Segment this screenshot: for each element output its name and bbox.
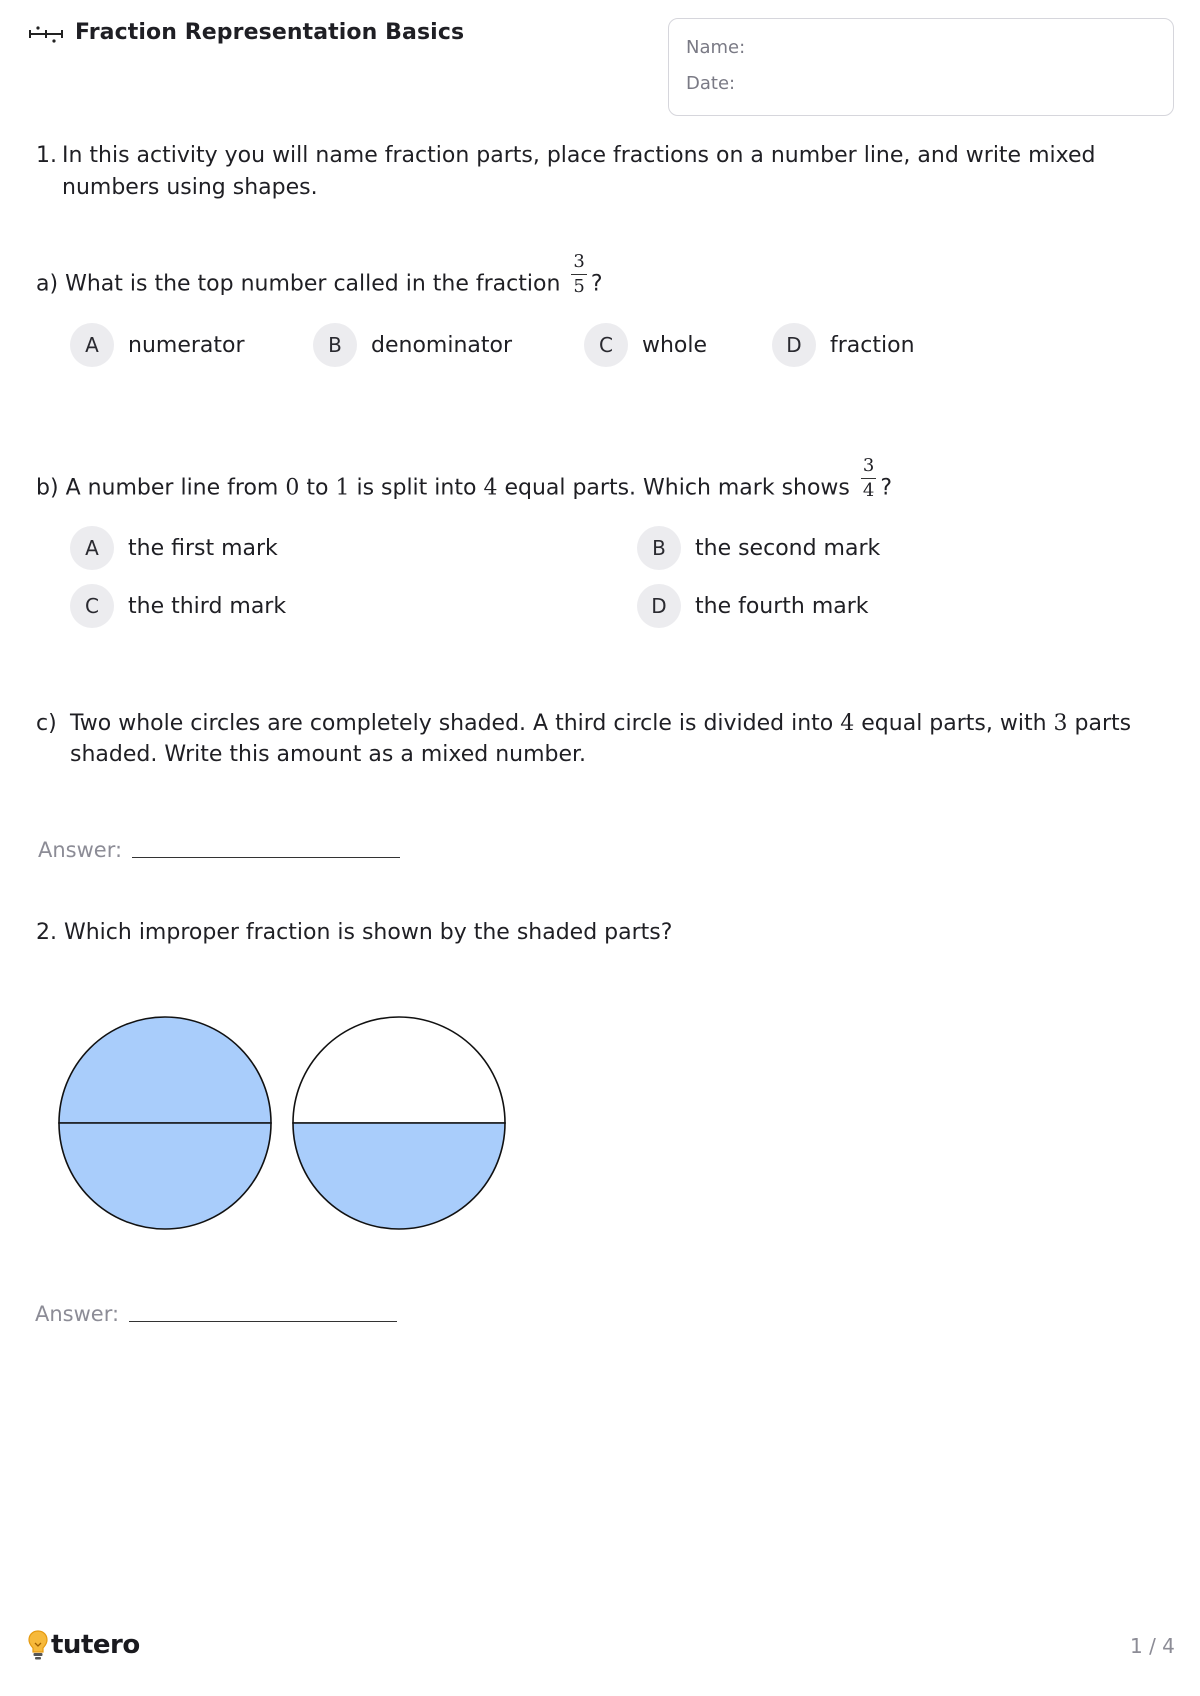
circle-2-top-half [293, 1017, 505, 1123]
option-1a-a[interactable] [70, 323, 245, 367]
question-1-number: 1. [36, 143, 57, 168]
option-letter: C [70, 584, 114, 628]
option-1b-a[interactable] [70, 526, 278, 570]
circle-whole-1 [59, 1017, 271, 1229]
answer-input-1c[interactable] [132, 856, 400, 858]
value-4: 4 [483, 475, 498, 501]
answer-label: Answer: [35, 1302, 120, 1326]
question-1b-text-3: is split into [356, 475, 477, 501]
tutero-logo [27, 1628, 140, 1662]
option-1a-b[interactable] [313, 323, 512, 367]
question-2-text: 2. Which improper fraction is shown by the shaded parts? [36, 920, 673, 945]
circle-2-bottom-half [293, 1123, 505, 1229]
question-1a-text: What is the top number called in the fraction [65, 271, 561, 297]
question-1c-label: c) [36, 711, 57, 736]
fraction-line-icon [28, 24, 64, 48]
question-1a-label: a) [36, 271, 59, 297]
option-text: fraction [830, 332, 915, 358]
option-letter: B [637, 526, 681, 570]
option-1b-d[interactable] [637, 584, 869, 628]
fraction-numerator: 3 [862, 455, 875, 476]
option-text: the third mark [128, 593, 287, 619]
value-0: 0 [285, 475, 300, 501]
option-letter: A [70, 526, 114, 570]
option-text: the fourth mark [695, 593, 869, 619]
option-letter: A [70, 323, 114, 367]
fraction-numerator: 3 [573, 251, 585, 272]
option-text: the second mark [695, 535, 881, 561]
lightbulb-icon [27, 1629, 49, 1661]
option-1b-c[interactable] [70, 584, 286, 628]
circle-half-2 [293, 1017, 505, 1229]
option-letter: D [637, 584, 681, 628]
fraction-3-5 [571, 252, 586, 297]
option-letter: C [584, 323, 628, 367]
answer-row-1c [38, 838, 400, 862]
page-number: 1 / 4 [1130, 1634, 1175, 1658]
option-text: whole [642, 332, 708, 358]
option-text: numerator [128, 332, 245, 358]
date-label: Date: [686, 73, 736, 94]
question-1b-text-1: A number line from [65, 475, 279, 501]
question-1c-text: Two whole circles are completely shaded. A third circle is divided into 4 equal parts, with 3 parts shaded. Write this amount as a mixed number. [70, 711, 1132, 767]
answer-row-2 [35, 1302, 397, 1326]
circle-1-bottom-half [59, 1123, 271, 1229]
option-1a-d[interactable] [772, 323, 915, 367]
brand-name: tutero [51, 1630, 140, 1660]
name-date-box [668, 18, 1174, 116]
page-title: Fraction Representation Basics [75, 20, 465, 45]
option-1b-b[interactable] [637, 526, 880, 570]
circle-1-top-half [59, 1017, 271, 1123]
question-1b-text-2: to [306, 475, 329, 501]
fraction-circles-diagram [50, 1010, 510, 1240]
question-1-text: In this activity you will name fraction parts, place fractions on a number line, and write mixed numbers using shapes. [62, 143, 1096, 200]
question-mark: ? [590, 271, 603, 297]
value-1: 1 [335, 475, 350, 501]
name-label: Name: [686, 37, 746, 58]
question-1b-label: b) [36, 475, 59, 501]
fraction-3-4 [861, 456, 876, 501]
option-1a-c[interactable] [584, 323, 707, 367]
question-1b-text-4: equal parts. Which mark shows [504, 475, 850, 501]
answer-label: Answer: [38, 838, 123, 862]
option-text: denominator [371, 332, 513, 358]
fraction-denominator: 5 [573, 276, 585, 297]
answer-input-2[interactable] [129, 1320, 397, 1322]
option-text: the first mark [128, 535, 278, 561]
fraction-denominator: 4 [862, 480, 875, 501]
question-mark: ? [880, 475, 893, 501]
option-letter: B [313, 323, 357, 367]
option-letter: D [772, 323, 816, 367]
question-1a [36, 251, 603, 307]
question-1b [36, 455, 893, 511]
